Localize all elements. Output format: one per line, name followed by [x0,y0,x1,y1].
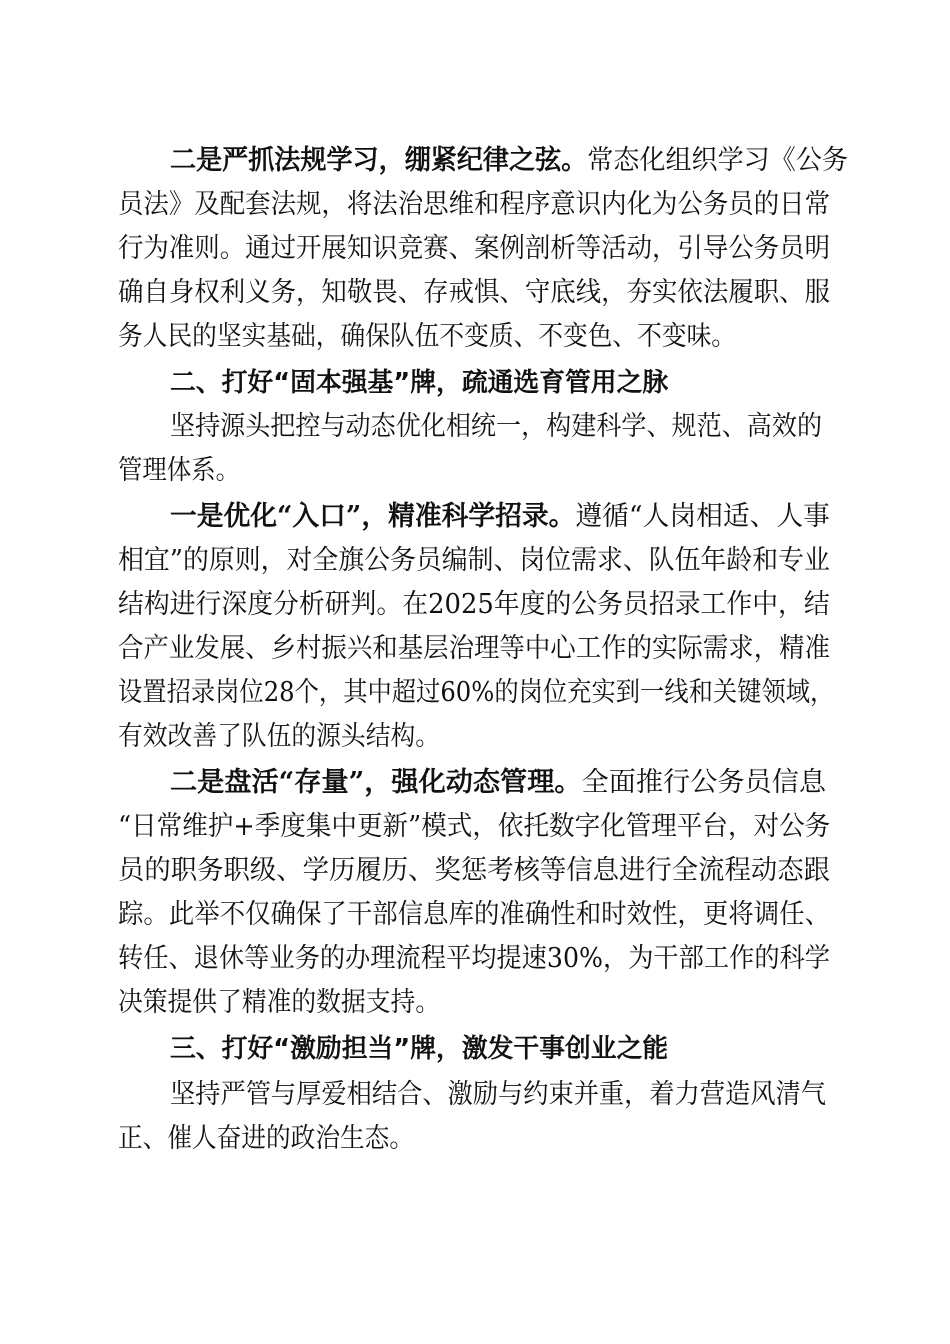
section-heading: 三、打好“激励担当”牌，激发干事创业之能 [170,1034,669,1064]
text-line [170,500,830,534]
text-line [170,144,848,178]
section-heading: 二、打好“固本强基”牌，疏通选育管用之脉 [170,368,669,398]
paragraph-text: 常态化组织学习《公务 [587,145,848,176]
text-line: 有效改善了队伍的源头结构。 [118,721,441,752]
text-line: 合产业发展、乡村振兴和基层治理等中心工作的实际需求，精准 [118,633,831,664]
text-line: 员法》及配套法规，将法治思维和程序意识内化为公务员的日常 [118,189,831,220]
text-line: 务人民的坚实基础，确保队伍不变质、不变色、不变味。 [118,321,737,352]
paragraph-text: 全面推行公务员信息 [581,767,827,798]
text-line [170,766,826,800]
text-line: 正、催人奋进的政治生态。 [118,1123,415,1154]
text-line: 坚持严管与厚爱相结合、激励与约束并重，着力营造风清气 [170,1079,827,1110]
text-line: 结构进行深度分析研判。在2025年度的公务员招录工作中，结 [118,589,830,620]
text-line: 行为准则。通过开展知识竞赛、案例剖析等活动，引导公务员明 [118,233,831,264]
paragraph-lead: 二是盘活“存量”，强化动态管理。 [170,767,582,798]
text-line: 坚持源头把控与动态优化相统一，构建科学、规范、高效的 [170,411,823,442]
text-line: 设置招录岗位28个，其中超过60%的岗位充实到一线和关键领域， [118,677,835,708]
paragraph-lead: 一是优化“入口”，精准科学招录。 [170,501,576,532]
text-line: 相宜”的原则，对全旗公务员编制、岗位需求、队伍年龄和专业 [118,545,830,576]
text-line: 决策提供了精准的数据支持。 [118,987,441,1018]
text-line: 员的职务职级、学历履历、奖惩考核等信息进行全流程动态跟 [118,855,831,886]
paragraph-lead: 二是严抓法规学习，绷紧纪律之弦。 [170,145,588,176]
text-line: 管理体系。 [118,455,240,486]
text-line: 确自身权利义务，知敬畏、存戒惧、守底线，夯实依法履职、服 [118,277,831,308]
paragraph-text: 遵循“人岗相适、人事 [575,501,830,532]
text-line: 踪。此举不仅确保了干部信息库的准确性和时效性，更将调任、 [118,899,831,930]
text-line: “日常维护+季度集中更新”模式，依托数字化管理平台，对公务 [118,811,831,842]
text-line: 转任、退休等业务的办理流程平均提速30%，为干部工作的科学 [118,943,831,974]
